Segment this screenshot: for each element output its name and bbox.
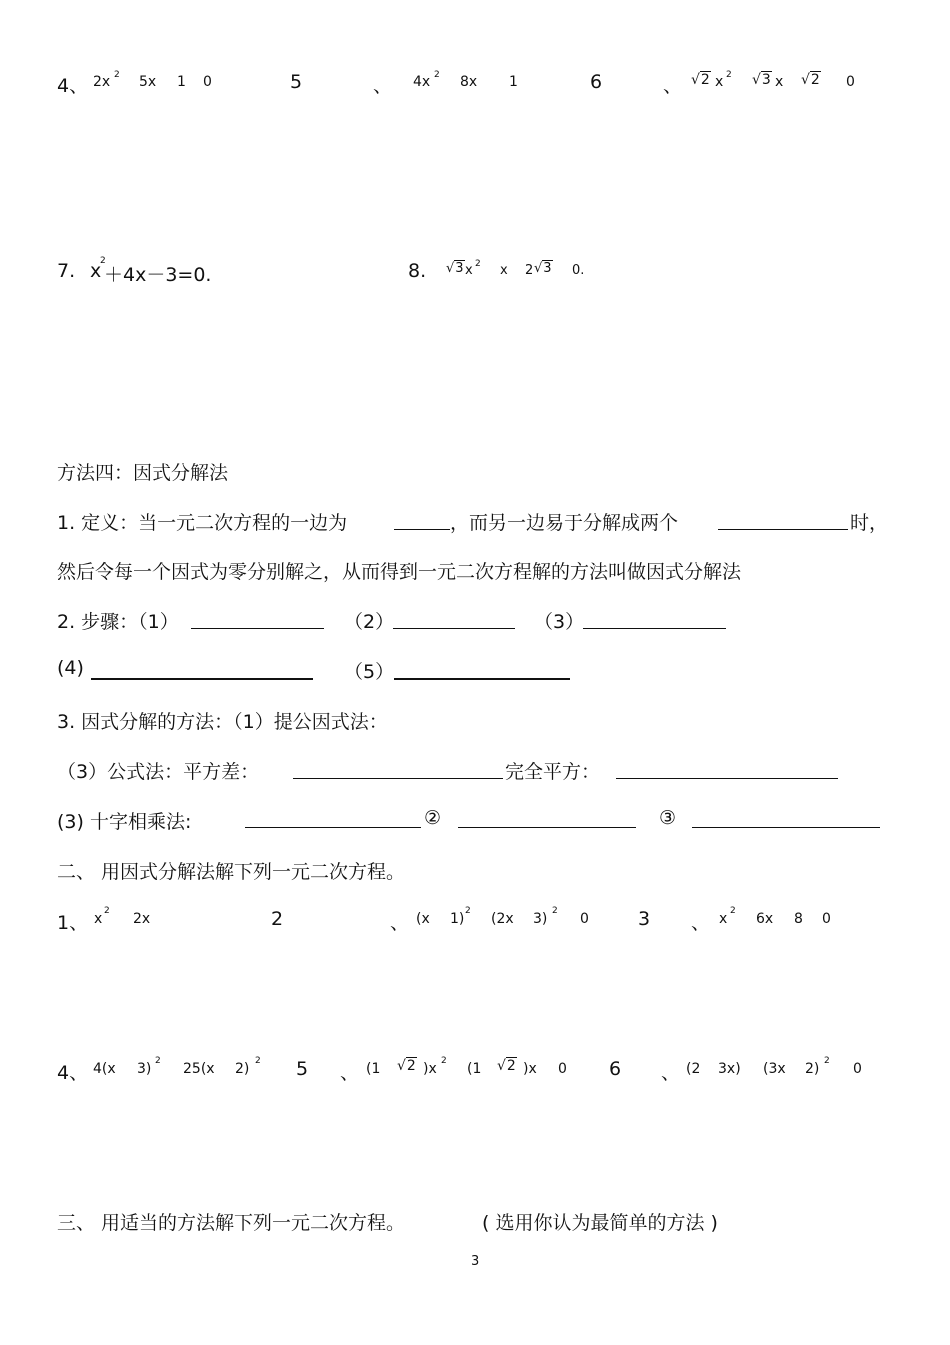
problem-number: 2 (271, 908, 284, 930)
term: x (90, 260, 102, 282)
radicand: 3 (761, 72, 771, 88)
exponent: 2 (824, 1056, 830, 1066)
section-title: 二、 用因式分解法解下列一元二次方程。 (57, 861, 406, 883)
problem-number: 7. (57, 260, 76, 282)
separator: 、 (661, 1062, 681, 1084)
step-label: (4) (57, 657, 84, 679)
circle-number: ② (424, 807, 442, 829)
term: x (500, 263, 508, 278)
term: 4(x (93, 1061, 116, 1077)
term: 3) (533, 911, 548, 927)
term: 2) (235, 1061, 250, 1077)
separator: 、 (663, 75, 683, 97)
term: )x (423, 1061, 437, 1077)
section-note: ( 选用你认为最简单的方法 ) (482, 1212, 718, 1234)
exponent: 2 (155, 1056, 161, 1066)
formula-label: （3）公式法：平方差： (57, 761, 260, 783)
term: 3) (137, 1061, 152, 1077)
fill-blank[interactable] (91, 678, 313, 680)
term: x (94, 911, 103, 927)
term: x (775, 74, 784, 90)
term: )x (523, 1061, 537, 1077)
term: 0 (846, 74, 855, 90)
radicand: 2 (810, 72, 820, 88)
term: 1 (509, 74, 518, 90)
step-label: （3） (534, 611, 585, 633)
term: (3x (763, 1061, 786, 1077)
term: (x (416, 911, 430, 927)
problem-number: 1、 (57, 912, 89, 934)
separator: 、 (373, 75, 393, 97)
term: 6x (756, 911, 774, 927)
term: 4x (413, 74, 431, 90)
sqrt-term: √3 (534, 261, 552, 276)
problem-number: 3 (638, 908, 651, 930)
sqrt-term: √2 (801, 72, 820, 88)
fill-blank[interactable] (583, 628, 726, 629)
sqrt-term: √2 (691, 72, 710, 88)
separator: 、 (390, 912, 410, 934)
problem-number: 4、 (57, 1062, 89, 1084)
cross-multiply-label: (3) 十字相乘法: (57, 811, 192, 833)
fill-blank[interactable] (394, 678, 570, 680)
fill-blank[interactable] (458, 827, 636, 828)
problem-number: 6 (609, 1058, 622, 1080)
fill-blank[interactable] (293, 778, 503, 779)
term: 2) (805, 1061, 820, 1077)
radicand: 2 (406, 1058, 416, 1074)
circle-number: ③ (659, 807, 677, 829)
fill-blank[interactable] (616, 778, 838, 779)
term: 1 (177, 74, 186, 90)
exponent: 2 (730, 906, 736, 916)
exponent: 2 (114, 70, 120, 80)
problem-number: 8. (408, 260, 427, 282)
steps-label: 2. 步骤：（1） (57, 611, 179, 633)
term: 2x (133, 911, 151, 927)
term: 5x (139, 74, 157, 90)
problem-number: 6 (590, 71, 603, 93)
definition-text: 1. 定义：当一元二次方程的一边为 (57, 512, 348, 534)
step-label: （5） (344, 661, 395, 683)
term: 2x (93, 74, 111, 90)
term: ＋4x－3=0. (104, 264, 212, 286)
term: 8 (794, 911, 803, 927)
radicand: 2 (700, 72, 710, 88)
term: (1 (467, 1061, 482, 1077)
sqrt-term: √3 (752, 72, 771, 88)
term: 0 (822, 911, 831, 927)
term: 8x (460, 74, 478, 90)
problem-number: 5 (296, 1058, 309, 1080)
term: 0 (203, 74, 212, 90)
perfect-square-label: 完全平方： (505, 761, 601, 783)
term: (1 (366, 1061, 381, 1077)
term: 0 (853, 1061, 862, 1077)
fill-blank[interactable] (692, 827, 880, 828)
methods-text: 3. 因式分解的方法：（1）提公因式法： (57, 711, 388, 733)
term: 2 (525, 263, 534, 278)
fill-blank[interactable] (718, 529, 848, 530)
radicand: 3 (455, 261, 464, 276)
fill-blank[interactable] (191, 628, 324, 629)
term: 0. (572, 263, 585, 278)
radicand: 3 (543, 261, 552, 276)
term: (2x (491, 911, 514, 927)
exponent: 2 (465, 906, 471, 916)
definition-text: 然后令每一个因式为零分别解之，从而得到一元二次方程解的方法叫做因式分解法 (57, 561, 742, 583)
exponent: 2 (434, 70, 440, 80)
exponent: 2 (441, 1056, 447, 1066)
fill-blank[interactable] (393, 628, 515, 629)
term: 0 (558, 1061, 567, 1077)
radicand: 2 (506, 1058, 516, 1074)
exponent: 2 (255, 1056, 261, 1066)
definition-text: 时， (850, 512, 889, 534)
term: 1) (450, 911, 465, 927)
term: 25(x (183, 1061, 215, 1077)
sqrt-term: √3 (446, 261, 464, 276)
problem-number: 4、 (57, 75, 89, 97)
fill-blank[interactable] (245, 827, 421, 828)
sqrt-term: √2 (397, 1058, 416, 1074)
separator: 、 (691, 912, 711, 934)
term: x (465, 263, 473, 278)
sqrt-term: √2 (497, 1058, 516, 1074)
section-title: 方法四：因式分解法 (57, 462, 229, 484)
definition-text: ，而另一边易于分解成两个 (450, 512, 679, 534)
exponent: 2 (552, 906, 558, 916)
section-title: 三、 用适当的方法解下列一元二次方程。 (57, 1212, 406, 1234)
term: (2 (686, 1061, 701, 1077)
step-label: （2） (344, 611, 395, 633)
term: 3x) (718, 1061, 741, 1077)
page-number: 3 (471, 1254, 480, 1269)
exponent: 2 (104, 906, 110, 916)
exponent: 2 (100, 256, 106, 266)
exponent: 2 (475, 259, 481, 269)
exponent: 2 (726, 70, 732, 80)
separator: 、 (340, 1062, 360, 1084)
term: 0 (580, 911, 589, 927)
term: x (715, 74, 724, 90)
problem-number: 5 (290, 71, 303, 93)
fill-blank[interactable] (394, 529, 450, 530)
term: x (719, 911, 728, 927)
